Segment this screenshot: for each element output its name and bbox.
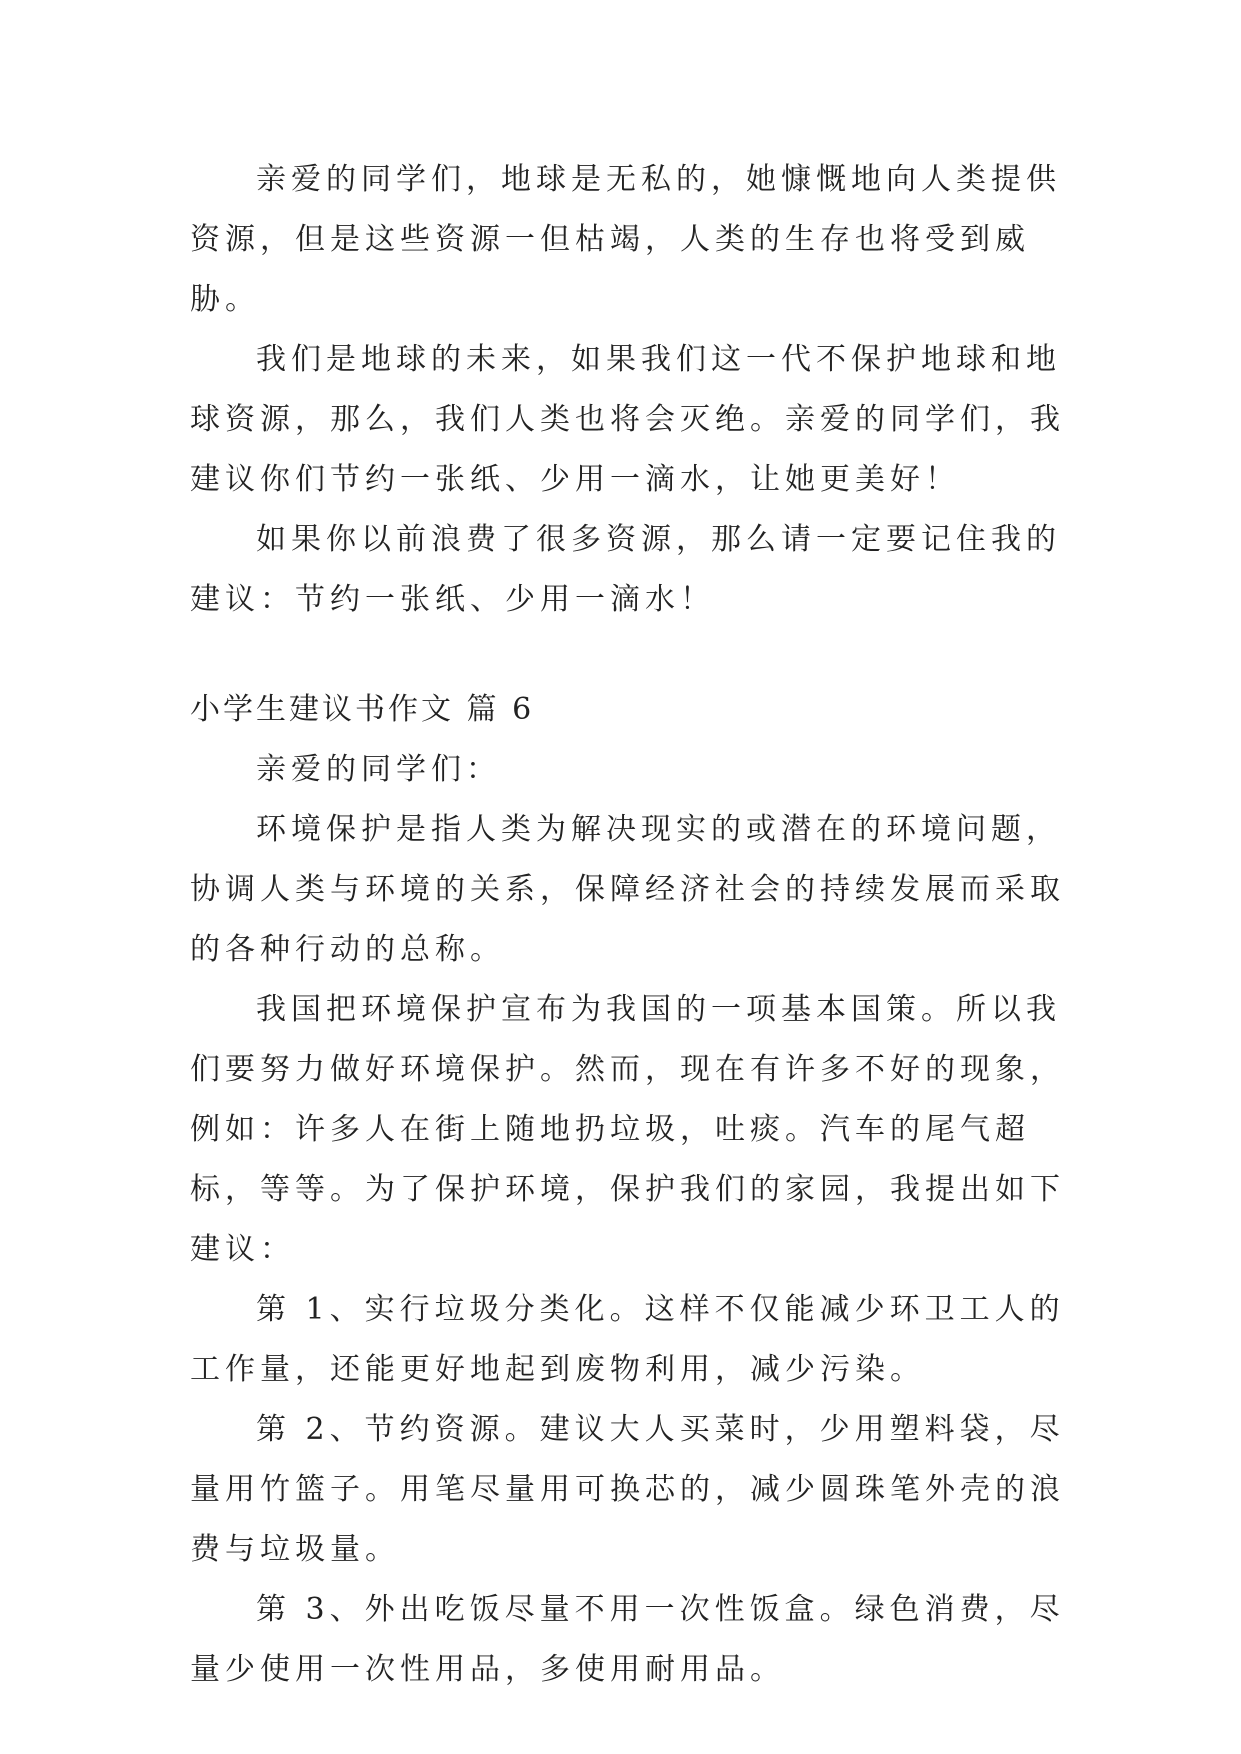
paragraph-suggestion-1: 第 1、实行垃圾分类化。这样不仅能减少环卫工人的工作量，还能更好地起到废物利用，减少污染。 [190,1292,1065,1387]
paragraph: 我国把环境保护宣布为我国的一项基本国策。所以我们要努力做好环境保护。然而，现在有许多不好的现象，例如：许多人在街上随地扔垃圾，吐痰。汽车的尾气超标，等等。为了保护环境，保护我们的家园，我提出如下建议： [190,992,1065,1267]
paragraph-greeting: 亲爱的同学们： [256,752,501,787]
paragraph: 环境保护是指人类为解决现实的或潜在的环境问题，协调人类与环境的关系，保障经济社会的持续发展而采取的各种行动的总称。 [190,812,1065,967]
paragraph-suggestion-2: 第 2、节约资源。建议大人买菜时，少用塑料袋，尽量用竹篮子。用笔尽量用可换芯的，减少圆珠笔外壳的浪费与垃圾量。 [190,1412,1065,1567]
paragraph: 如果你以前浪费了很多资源，那么请一定要记住我的建议：节约一张纸、少用一滴水！ [190,522,1061,617]
section-title: 小学生建议书作文 篇 6 [190,692,535,727]
paragraph: 我们是地球的未来，如果我们这一代不保护地球和地球资源，那么，我们人类也将会灭绝。亲爱的同学们，我建议你们节约一张纸、少用一滴水，让她更美好！ [190,342,1065,497]
document-page [190,150,1070,1700]
paragraph-suggestion-3: 第 3、外出吃饭尽量不用一次性饭盒。绿色消费，尽量少使用一次性用品，多使用耐用品。 [190,1592,1065,1687]
paragraph: 亲爱的同学们，地球是无私的，她慷慨地向人类提供资源，但是这些资源一但枯竭，人类的生存也将受到威胁。 [190,162,1061,317]
